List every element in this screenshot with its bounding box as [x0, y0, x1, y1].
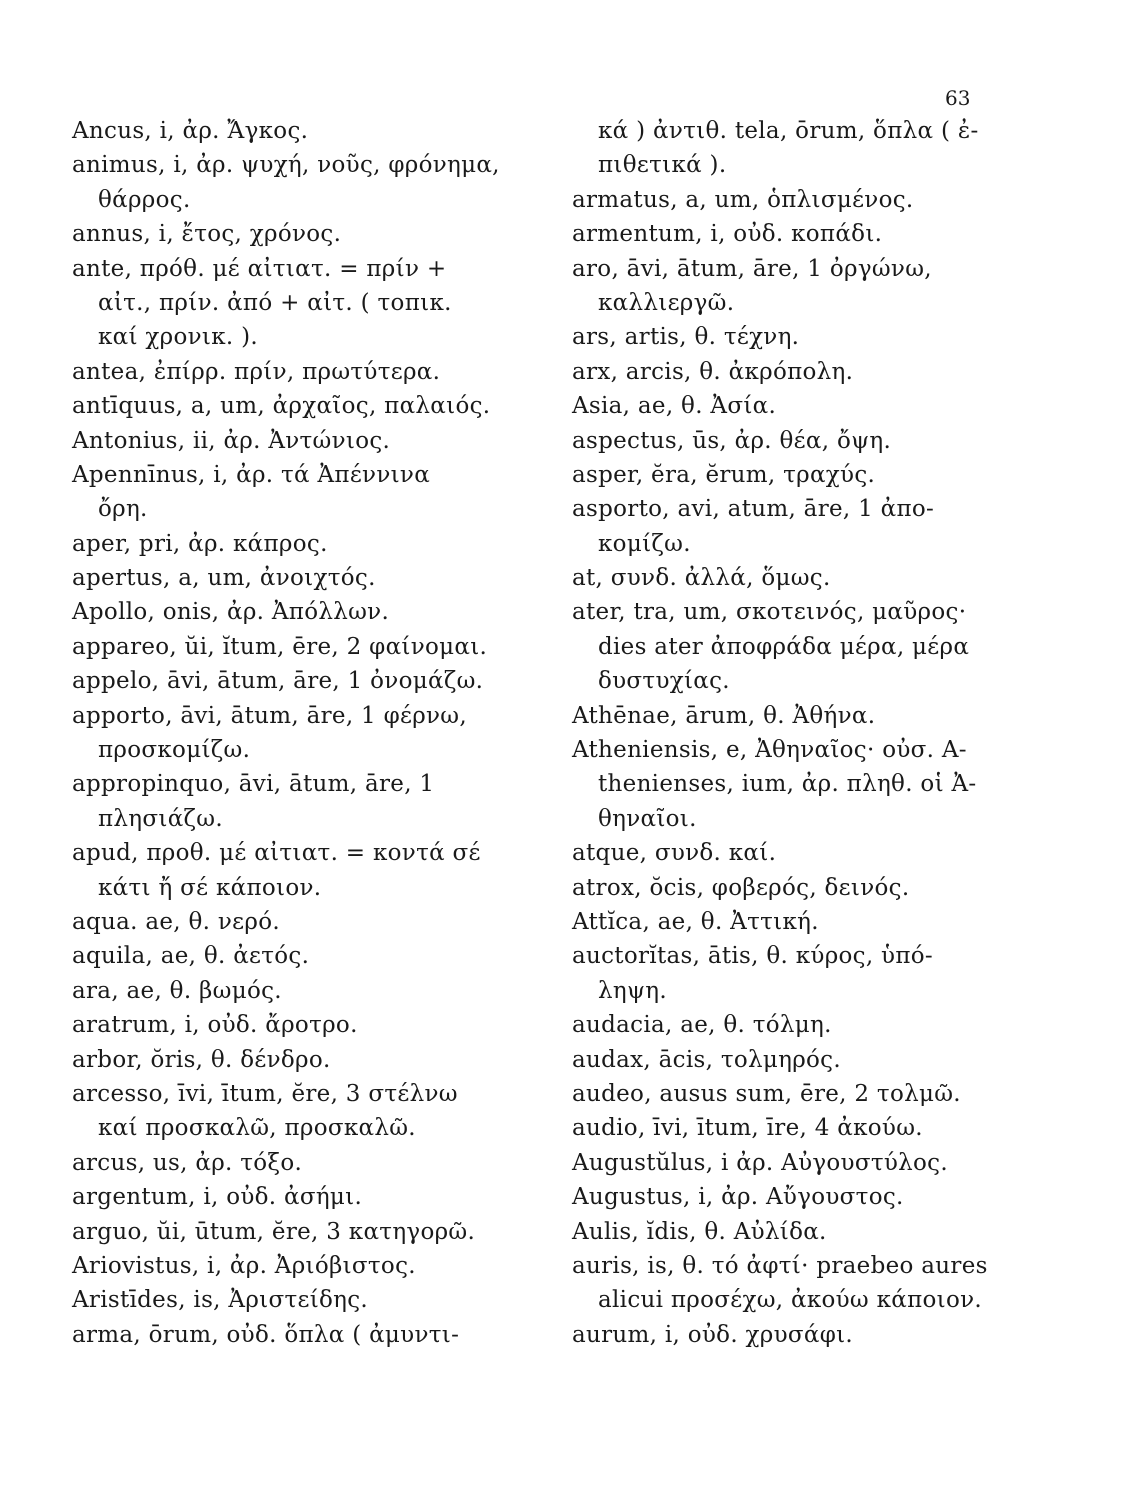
dictionary-line: καλλιεργῶ. — [598, 289, 735, 316]
dictionary-line: aurum, i, οὐδ. χρυσάφι. — [572, 1321, 854, 1348]
dictionary-line: dies ater ἀποφράδα μέρα, μέρα — [598, 633, 970, 660]
dictionary-line: arma, ōrum, οὐδ. ὅπλα ( ἀμυντι- — [72, 1321, 460, 1348]
dictionary-line: audax, ācis, τολμηρός. — [572, 1046, 841, 1073]
dictionary-line: Aulis, ĭdis, θ. Αὐλίδα. — [572, 1218, 827, 1245]
dictionary-line: κομίζω. — [598, 530, 691, 557]
dictionary-line: πλησιάζω. — [98, 805, 223, 832]
dictionary-line: auris, is, θ. τό ἀφτί· praebeo aures — [572, 1252, 988, 1279]
dictionary-line: apporto, āvi, ātum, āre, 1 φέρνω, — [72, 702, 467, 729]
dictionary-line: ater, tra, um, σκοτεινός, μαῦρος· — [572, 599, 967, 626]
dictionary-line: δυστυχίας. — [598, 668, 730, 695]
dictionary-line: Apennīnus, i, ἀρ. τά Ἀπέννινα — [72, 461, 431, 488]
dictionary-line: Augustŭlus, i ἀρ. Αὐγουστύλος. — [572, 1149, 948, 1176]
dictionary-line: κάτι ἤ σέ κάποιον. — [98, 874, 322, 901]
dictionary-line: προσκομίζω. — [98, 737, 251, 764]
dictionary-line: arcesso, īvi, ītum, ĕre, 3 στέλνω — [72, 1080, 458, 1107]
dictionary-line: Asia, ae, θ. Ἀσία. — [572, 393, 777, 420]
dictionary-line: aro, āvi, ātum, āre, 1 ὀργώνω, — [572, 255, 932, 282]
dictionary-column-right — [572, 114, 1042, 1352]
dictionary-line: antīquus, a, um, ἀρχαῖος, παλαιός. — [72, 393, 491, 420]
dictionary-line: apud, προθ. μέ αἰτιατ. = κοντά σέ — [72, 840, 481, 867]
dictionary-line: at, συνδ. ἀλλά, ὅμως. — [572, 565, 831, 592]
dictionary-line: argentum, i, οὐδ. ἀσήμι. — [72, 1184, 363, 1211]
dictionary-line: Aristīdes, is, Ἀριστείδης. — [72, 1287, 369, 1314]
dictionary-line: Augustus, i, ἀρ. Αὔγουστος. — [572, 1184, 904, 1211]
dictionary-line: asporto, avi, atum, āre, 1 ἀπο- — [572, 496, 935, 523]
dictionary-line: antea, ἐπίρρ. πρίν, πρωτύτερα. — [72, 358, 441, 385]
dictionary-line: aquila, ae, θ. ἀετός. — [72, 943, 310, 970]
dictionary-line: asper, ĕra, ĕrum, τραχύς. — [572, 461, 876, 488]
dictionary-line: annus, i, ἔτος, χρόνος. — [72, 221, 342, 248]
dictionary-line: Athēnae, ārum, θ. Ἀθήνα. — [572, 702, 876, 729]
dictionary-line: armentum, i, οὐδ. κοπάδι. — [572, 221, 883, 248]
dictionary-line: arbor, ŏris, θ. δένδρο. — [72, 1046, 331, 1073]
dictionary-line: appropinquo, āvi, ātum, āre, 1 — [72, 771, 435, 798]
dictionary-line: ars, artis, θ. τέχνη. — [572, 324, 800, 351]
dictionary-line: armatus, a, um, ὁπλισμένος. — [572, 186, 914, 213]
dictionary-line: Antonius, ii, ἀρ. Ἀντώνιος. — [72, 427, 391, 454]
dictionary-line: aratrum, i, οὐδ. ἄροτρο. — [72, 1012, 358, 1039]
dictionary-line: atrox, ŏcis, φοβερός, δεινός. — [572, 874, 910, 901]
dictionary-line: ante, πρόθ. μέ αἰτιατ. = πρίν + — [72, 255, 447, 282]
dictionary-line: animus, i, ἀρ. ψυχή, νοῦς, φρόνημα, — [72, 152, 500, 179]
dictionary-line: aper, pri, ἀρ. κάπρος. — [72, 530, 328, 557]
dictionary-line: Attĭca, ae, θ. Ἀττική. — [572, 908, 819, 935]
dictionary-line: Apollo, onis, ἀρ. Ἀπόλλων. — [72, 599, 390, 626]
dictionary-column-left — [72, 114, 550, 1352]
dictionary-line: appareo, ŭi, ĭtum, ēre, 2 φαίνομαι. — [72, 633, 488, 660]
dictionary-line: ara, ae, θ. βωμός. — [72, 977, 282, 1004]
dictionary-line: arguo, ŭi, ūtum, ĕre, 3 κατηγορῶ. — [72, 1218, 476, 1245]
dictionary-line: thenienses, ium, ἀρ. πληθ. οἱ Ἀ- — [598, 771, 977, 798]
dictionary-line: atque, συνδ. καί. — [572, 840, 777, 867]
dictionary-line: alicui προσέχω, ἀκούω κάποιον. — [598, 1287, 983, 1314]
dictionary-line: aqua. ae, θ. νερό. — [72, 908, 280, 935]
dictionary-line: ληψη. — [598, 977, 667, 1004]
dictionary-line: Ancus, i, ἀρ. Ἄγκος. — [72, 118, 309, 144]
dictionary-line: ὄρη. — [98, 496, 148, 523]
dictionary-line: Ariovistus, i, ἀρ. Ἀριόβιστος. — [72, 1252, 416, 1279]
dictionary-line: πιθετικά ). — [598, 152, 727, 179]
dictionary-line: arcus, us, ἀρ. τόξο. — [72, 1149, 303, 1176]
dictionary-line: θάρρος. — [98, 186, 191, 213]
dictionary-line: apertus, a, um, ἀνοιχτός. — [72, 565, 376, 592]
dictionary-line: audeo, ausus sum, ēre, 2 τολμῶ. — [572, 1080, 961, 1107]
page-number: 63 — [945, 86, 971, 110]
dictionary-line: θηναῖοι. — [598, 805, 697, 832]
dictionary-line: κά ) ἀντιθ. tela, ōrum, ὅπλα ( ἐ- — [598, 118, 979, 144]
dictionary-line: καί χρονικ. ). — [98, 324, 259, 351]
dictionary-line: appelo, āvi, ātum, āre, 1 ὀνομάζω. — [72, 668, 484, 695]
dictionary-line: αἰτ., πρίν. ἀπό + αἰτ. ( τοπικ. — [98, 289, 452, 316]
dictionary-line: καί προσκαλῶ, προσκαλῶ. — [98, 1115, 416, 1142]
dictionary-line: arx, arcis, θ. ἀκρόπολη. — [572, 358, 854, 385]
dictionary-line: audacia, ae, θ. τόλμη. — [572, 1012, 832, 1039]
dictionary-line: Atheniensis, e, Ἀθηναῖος· οὐσ. Α- — [572, 737, 967, 764]
dictionary-line: aspectus, ūs, ἀρ. θέα, ὄψη. — [572, 427, 892, 454]
dictionary-line: auctorĭtas, ātis, θ. κύρος, ὑπό- — [572, 943, 933, 970]
dictionary-line: audio, īvi, ītum, īre, 4 ἀκούω. — [572, 1115, 923, 1142]
